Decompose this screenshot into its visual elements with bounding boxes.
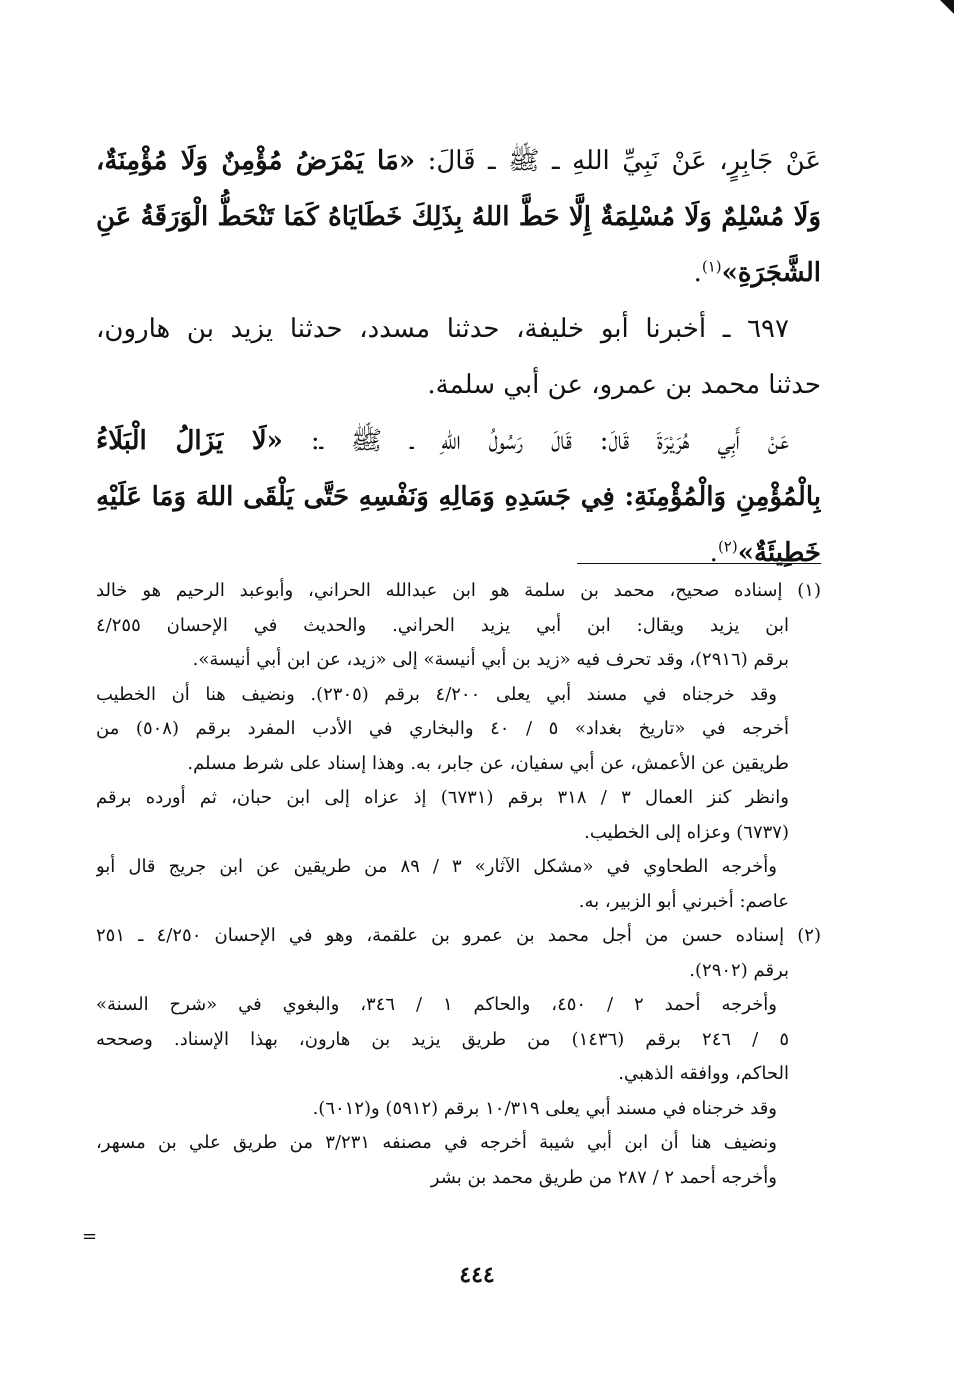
footnote-line: (٢) إسناده حسن من أجل محمد بن عمرو بن علقمة، وهو في الإحسان ٤/٢٥٠ ـ ٢٥١ (96, 925, 821, 946)
main-line-8 (96, 525, 821, 581)
footnote-line: وأخرجه أحمد ٢ / ٤٥٠، والحاكم ١ / ٣٤٦، والبغوي في «شرح السنة» (96, 994, 777, 1015)
main-line-5 (96, 357, 821, 413)
hadith-text: بِالْمُؤْمِنِ وَالْمُؤْمِنَةِ: فِي جَسَدِهِ وَمَالِهِ وَنَفْسِهِ حَتَّى يَلْقَى اللهَ وَمَا عَلَيْهِ (96, 482, 821, 512)
main-line-7 (96, 469, 821, 525)
footnote-line: وانظر كنز العمال ٣ / ٣١٨ برقم (٦٧٣١) إذ عزاه إلى ابن حبان، ثم أورده برقم (96, 787, 790, 808)
hadith-intro: عَنْ جَابِرٍ، عَنْ نَبِيِّ اللهِ ـ ﷺ ـ قَالَ: (415, 146, 821, 176)
footnote-line: أخرجه في «تاريخ بغداد» ٥ / ٤٠ والبخاري في الأدب المفرد برقم (٥٠٨) من (96, 718, 789, 739)
footnote-ref: (٢) (717, 537, 738, 556)
main-line-1 (96, 133, 821, 189)
isnad-text: ٦٩٧ ـ أخبرنا أبو خليفة، حدثنا مسدد، حدثنا يزيد بن هارون، (96, 314, 789, 344)
main-line-2 (96, 189, 821, 245)
footnote-line: (١) إسناده صحيح، محمد بن سلمة هو ابن عبدالله الحراني، وأبوعبد الرحيم هو خالد (96, 580, 821, 601)
footnote-line: ٥ / ٢٤٦ برقم (١٤٣٦) من طريق يزيد بن هارون، بهذا الإسناد. وصححه (96, 1028, 790, 1050)
main-text (96, 133, 821, 581)
footnote-line: (٦٧٣٧) وعزاه إلى الخطيب. (584, 821, 789, 843)
footnote-ref: (١) (701, 257, 722, 276)
footnote-line: برقم (٢٩١٦)، وقد تحرف فيه «زيد بن أبي أنيسة» إلى «زيد، عن ابن أبي أنيسة». (192, 649, 789, 670)
page-number: ٤٤٤ (459, 1262, 495, 1288)
hadith-intro: عَنْ أَبِي هُرَيْرَةَ قَالَ: قَالَ رَسُولُ اللهِ ـ ﷺ ـ: (282, 426, 789, 456)
footnote-line: وقد خرجناه في مسند أبي يعلى ١٠/٣١٩ برقم (٥٩١٢) و(٦٠١٢). (312, 1097, 777, 1119)
isnad-text: حدثنا محمد بن عمرو، عن أبي سلمة. (427, 370, 821, 400)
punctuation: . (709, 538, 718, 568)
footnotes (96, 574, 821, 1195)
hadith-text: الشَّجَرَةِ» (721, 258, 821, 288)
footnote-line: وأخرجه أحمد ٢ / ٢٨٧ من طريق محمد بن بشر (430, 1166, 777, 1188)
continuation-mark: = (82, 1226, 98, 1247)
footnote-line: وأخرجه الطحاوي في «مشكل الآثار» ٣ / ٨٩ من طريقين عن ابن جريج قال أبو (96, 856, 777, 877)
footnote-line: الحاكم، ووافقه الذهبي. (618, 1063, 789, 1084)
footnote-line: طريقين عن الأعمش، عن أبي سفيان، عن جابر، به. وهذا إسناد على شرط مسلم. (187, 752, 789, 774)
footnote-line: برقم (٢٩٠٢). (689, 959, 789, 981)
footnote-line: عاصم: أخبرني أبو الزبير، به. (578, 890, 789, 912)
footnote-line: ونضيف هنا أن ابن أبي شيبة أخرجه في مصنفه ٣/٢٣١ من طريق علي بن مسهر، (96, 1132, 777, 1153)
footnote-line: وقد خرجناه في مسند أبي يعلى ٤/٢٠٠ برقم (٢٣٠٥). ونضيف هنا أن الخطيب (96, 683, 777, 705)
hadith-text: وَلَا مُسْلِمٌ وَلَا مُسْلِمَةٌ إِلَّا حَطَّ اللهُ بِذَلِكَ خَطَايَاهُ كَمَا تَنْحَطُّ الْوَرَقَةُ عَنِ (96, 202, 821, 232)
main-line-4 (96, 301, 821, 357)
punctuation: . (693, 258, 702, 288)
hadith-text: «مَا يَمْرَضُ مُؤْمِنٌ وَلَا مُؤْمِنَةٌ، (96, 146, 416, 176)
footnote-line: ابن يزيد ويقال: ابن أبي يزيد الحراني. والحديث في الإحسان ٤/٢٥٥ (96, 614, 789, 636)
main-line-3 (96, 245, 821, 301)
hadith-text: «لَا يَزَالُ الْبَلَاءُ (96, 426, 283, 456)
hadith-text: خَطِيئَةٌ» (737, 538, 821, 568)
main-line-6 (96, 413, 821, 469)
footnote-separator (577, 563, 821, 564)
